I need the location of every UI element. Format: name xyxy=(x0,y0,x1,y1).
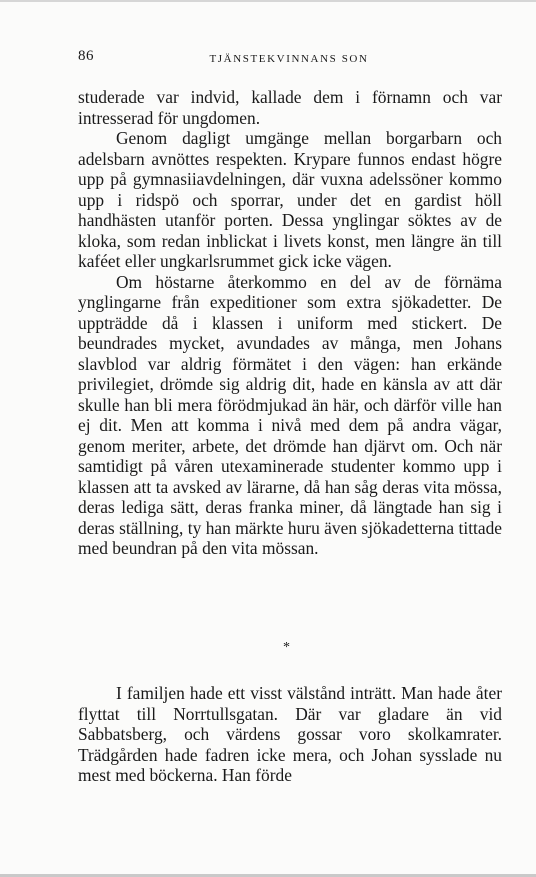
paragraph: Genom dagligt umgänge mellan borgarbarn och adelsbarn avnöttes respekten. Krypare funnos endast högre upp på gymnasiiavdelningen, där vuxna adelssöner kommo upp i ridspö och sporrar, under det en gardist höll handhästen utanför porten. Dessa ynglingar söktes av de kloka, som redan inblickat i livets konst, men längre än till kaféet eller ungkarlsrummet gick icke vägen. xyxy=(78,128,502,271)
running-title: TJÄNSTEKVINNANS SON xyxy=(209,53,369,65)
paragraph: Om höstarne återkommo en del av de förnäma ynglingarne från expeditioner som extra sjökadetter. De uppträdde då i klassen i uniform med stickert. De beundrades mycket, avundades av många, men Johans slavblod var aldrig förmätet i den vägen: han erkände privilegiet, drömde sig aldrig dit, hade en känsla av att där skulle han bli mera förödmjukad än här, och därför ville han ej dit. Men att komma i nivå med dem på andra vägar, genom meriter, arbete, det drömde han djärvt om. Och när samtidigt på våren utexaminerade studenter kommo upp i klassen att ta avsked av lärarne, då han såg deras vita mössa, deras lediga sätt, deras franka miner, då längtade han sig i deras ställning, ty han märkte huru även sjökadetterna tittade med beundran på den vita mössan. xyxy=(78,271,502,558)
main-text xyxy=(78,87,502,559)
section-separator: * xyxy=(283,640,290,655)
paragraph: I familjen hade ett visst välstånd inträtt. Man hade åter flyttat till Norrtullsgatan. Där var gladare än vid Sabbatsberg, och värdens gossar voro skolkamrater. Trädgården hade fadren icke mera, och Johan sysslade nu mest med böckerna. Han förde xyxy=(78,683,502,785)
page-number: 86 xyxy=(78,48,94,64)
main-text-continued xyxy=(78,683,502,786)
paragraph-continued: studerade var indvid, kallade dem i förnamn och var intresserad för ungdomen. xyxy=(78,87,502,128)
running-head xyxy=(78,48,500,70)
scan-top-edge xyxy=(0,0,536,2)
